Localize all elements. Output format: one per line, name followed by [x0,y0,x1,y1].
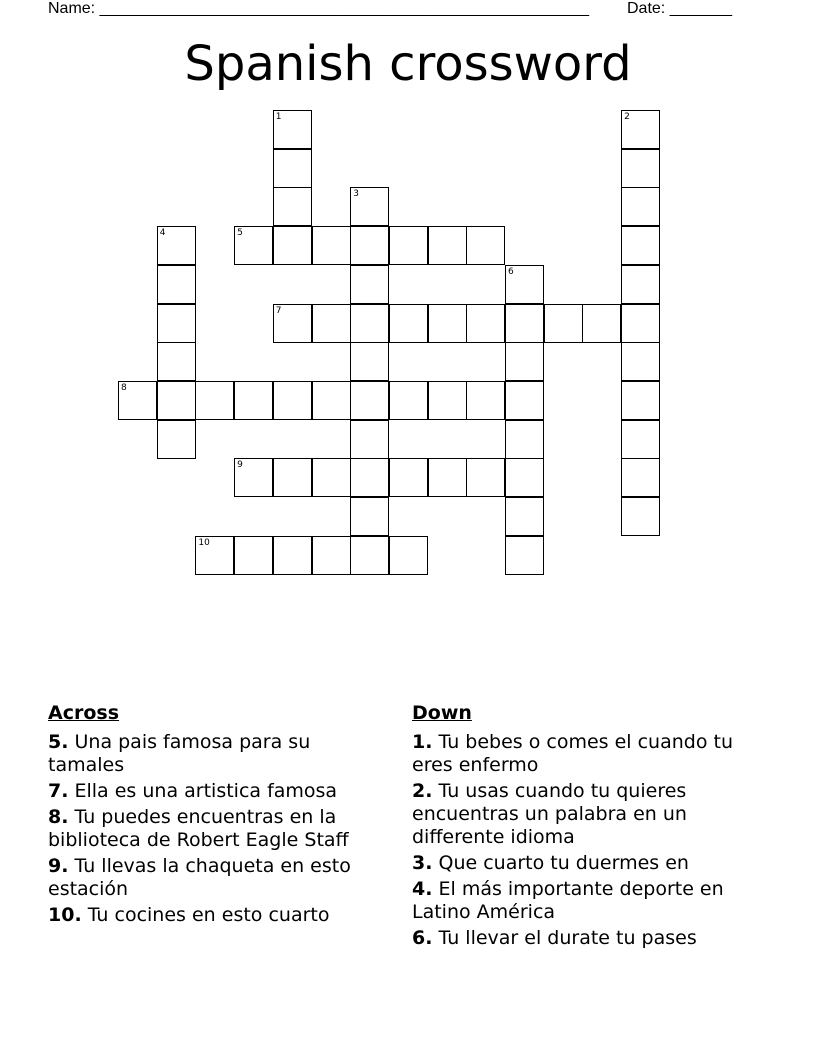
crossword-cell[interactable] [157,265,196,304]
page-title: Spanish crossword [184,36,632,92]
crossword-cell[interactable] [621,342,660,381]
crossword-cell[interactable] [466,226,505,265]
crossword-cell[interactable] [389,536,428,575]
crossword-cell[interactable] [312,381,351,420]
clue-number: 2 [624,112,630,122]
crossword-cell[interactable] [505,265,544,304]
crossword-cell[interactable] [157,342,196,381]
clue-across-5: 5. Una pais famosa para su tamales [48,731,311,776]
crossword-cell[interactable] [505,342,544,381]
crossword-cell[interactable] [428,304,467,343]
clue-number: 5 [237,228,243,239]
clue-across-9: 9. Tu llevas la chaqueta en esto estación [48,855,351,900]
crossword-cell[interactable] [234,226,273,265]
crossword-cell[interactable] [466,304,505,343]
crossword-cell[interactable] [505,304,544,343]
crossword-cell[interactable] [428,458,467,497]
crossword-cell[interactable] [273,110,312,149]
down-heading: Down [412,702,472,724]
clue-number: 10 [198,537,210,548]
crossword-cell[interactable] [621,265,660,304]
crossword-cell[interactable] [505,381,544,420]
crossword-cell[interactable] [350,226,389,265]
crossword-cell[interactable] [466,381,505,420]
clue-number: 3 [353,189,359,200]
crossword-cell[interactable] [544,304,583,343]
clue-down-3: 3. Que cuarto tu duermes en [412,852,689,874]
across-heading: Across [48,702,120,724]
clue-number: 7 [275,305,282,316]
crossword-cell[interactable] [312,226,351,265]
crossword-cell[interactable] [157,381,196,420]
clue-down-4: 4. El más importante deporte en Latino América [412,878,724,923]
clue-across-8: 8. Tu puedes encuentras en la biblioteca de Robert Eagle Staff [48,806,349,851]
clue-number: 1 [275,112,282,122]
crossword-cell[interactable] [350,420,389,459]
across-clues [48,702,383,930]
crossword-cell[interactable] [621,381,660,420]
crossword-cell[interactable] [621,420,660,459]
crossword-cell[interactable] [428,226,467,265]
crossword-cell[interactable] [157,226,196,265]
crossword-cell[interactable] [350,265,389,304]
clue-down-1: 1. Tu bebes o comes el cuando tu eres enfermo [412,731,734,776]
crossword-cell[interactable] [621,110,660,149]
date-field-label[interactable]: Date: _______ [627,0,732,17]
crossword-cell[interactable] [273,226,312,265]
crossword-cell[interactable] [118,381,157,420]
crossword-cell[interactable] [350,187,389,226]
crossword-cell[interactable] [350,536,389,575]
crossword-cell[interactable] [621,187,660,226]
crossword-cell[interactable] [428,381,467,420]
crossword-cell[interactable] [505,536,544,575]
clue-down-2: 2. Tu usas cuando tu quieres encuentras un palabra en un differente idioma [412,780,687,848]
crossword-cell[interactable] [621,458,660,497]
crossword-cell[interactable] [389,458,428,497]
crossword-cell[interactable] [350,342,389,381]
crossword-cell[interactable] [389,381,428,420]
crossword-cell[interactable] [312,304,351,343]
crossword-cell[interactable] [157,420,196,459]
crossword-cell[interactable] [505,497,544,536]
crossword-cell[interactable] [273,536,312,575]
crossword-cell[interactable] [273,187,312,226]
clue-number: 4 [159,228,166,239]
crossword-cell[interactable] [350,304,389,343]
crossword-cell[interactable] [195,536,234,575]
clue-number: 6 [508,266,514,277]
name-field-label[interactable]: Name: _______________________________________________________ [48,0,589,17]
crossword-cell[interactable] [234,381,273,420]
down-clues [412,702,747,953]
crossword-cell[interactable] [621,226,660,265]
crossword-cell[interactable] [505,458,544,497]
crossword-cell[interactable] [234,536,273,575]
clue-across-10: 10. Tu cocines en esto cuarto [48,904,330,926]
crossword-cell[interactable] [273,149,312,188]
crossword-cell[interactable] [157,304,196,343]
crossword-cell[interactable] [350,497,389,536]
crossword-cell[interactable] [273,304,312,343]
crossword-cell[interactable] [389,226,428,265]
crossword-cell[interactable] [312,536,351,575]
clue-number: 8 [121,382,127,393]
clue-number: 9 [237,460,243,471]
crossword-cell[interactable] [621,149,660,188]
crossword-cell[interactable] [582,304,621,343]
crossword-cell[interactable] [505,420,544,459]
crossword-cell[interactable] [621,304,660,343]
crossword-cell[interactable] [234,458,273,497]
crossword-cell[interactable] [350,381,389,420]
clue-across-7: 7. Ella es una artistica famosa [48,780,338,802]
crossword-cell[interactable] [195,381,234,420]
crossword-cell[interactable] [312,458,351,497]
crossword-cell[interactable] [350,458,389,497]
crossword-cell[interactable] [621,497,660,536]
crossword-cell[interactable] [273,458,312,497]
crossword-cell[interactable] [466,458,505,497]
crossword-cell[interactable] [389,304,428,343]
crossword-cell[interactable] [273,381,312,420]
clue-down-6: 6. Tu llevar el durate tu pases [412,927,697,949]
